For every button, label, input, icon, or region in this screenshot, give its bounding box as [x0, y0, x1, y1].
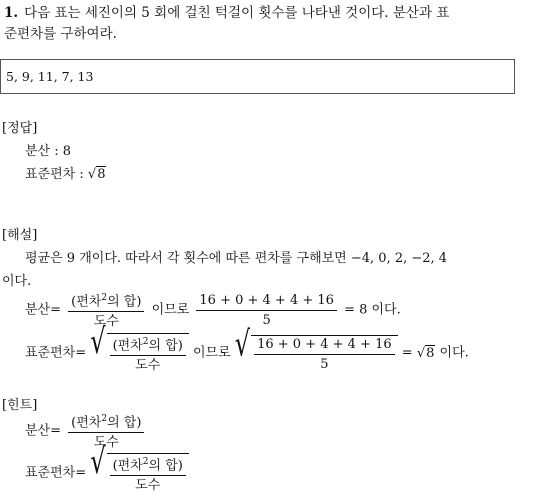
fraction-sum-values: $\frac{16 + 0 + 4 + 4 + 16}{5}$: [196, 293, 337, 328]
hint-variance-formula: 분산= $\frac{(편차^2의 합)}{\text{도수}}$: [25, 412, 147, 450]
data-values: 5, 9, 11, 7, 13: [6, 69, 94, 84]
data-box: [0, 59, 515, 94]
hint-stddev-formula: 표준편차= √ $\frac{(편차^2의 합)}{\text{도수}}$: [25, 453, 189, 493]
sqrt-symbol: √8: [416, 345, 435, 361]
sqrt-symbol: √8: [87, 167, 106, 182]
answer-stddev: 표준편차 : √8: [25, 167, 106, 182]
solution-line-2: 이다.: [2, 274, 32, 289]
sqrt-symbol: √ $\frac{16 + 0 + 4 + 4 + 16}{5}$: [235, 335, 398, 372]
sqrt-symbol: √ $\frac{(편차^2의 합)}{\text{도수}}$: [90, 453, 189, 493]
question-line-2: 준편차를 구하여라.: [4, 26, 117, 42]
question-line-1: 1. 다음 표는 세진이의 5 회에 걸친 턱걸이 횟수를 나타낸 것이다. 분산과 표: [4, 5, 450, 21]
question-number: 1.: [4, 5, 19, 21]
answer-variance: 분산 : 8: [25, 144, 72, 159]
solution-header: [해설]: [2, 228, 38, 243]
hint-header: [힌트]: [2, 398, 38, 413]
answer-header: [정답]: [2, 121, 38, 136]
solution-line-1: 평균은 9 개이다. 따라서 각 횟수에 따른 편차를 구해보면 −4, 0, 2, −2, 4: [25, 251, 448, 266]
sqrt-symbol: √ $\frac{(편차^2의 합)}{\text{도수}}$: [90, 333, 189, 373]
fraction-deviation-sum: $\frac{(편차^2의 합)}{\text{도수}}$: [68, 291, 144, 329]
fraction-deviation-sum: $\frac{(편차^2의 합)}{\text{도수}}$: [68, 412, 144, 450]
solution-variance-formula: 분산= $\frac{(편차^2의 합)}{\text{도수}}$ 이므로 $\frac{16 + 0 + 4 + 4 + 16}{5}$ = 8 이다.: [25, 292, 401, 330]
solution-stddev-formula: 표준편차= √ $\frac{(편차^2의 합)}{\text{도수}}$ 이므로 √ $\frac{16 + 0 + 4 + 4 + 16}{5}$ = √8 이다.: [25, 321, 469, 374]
